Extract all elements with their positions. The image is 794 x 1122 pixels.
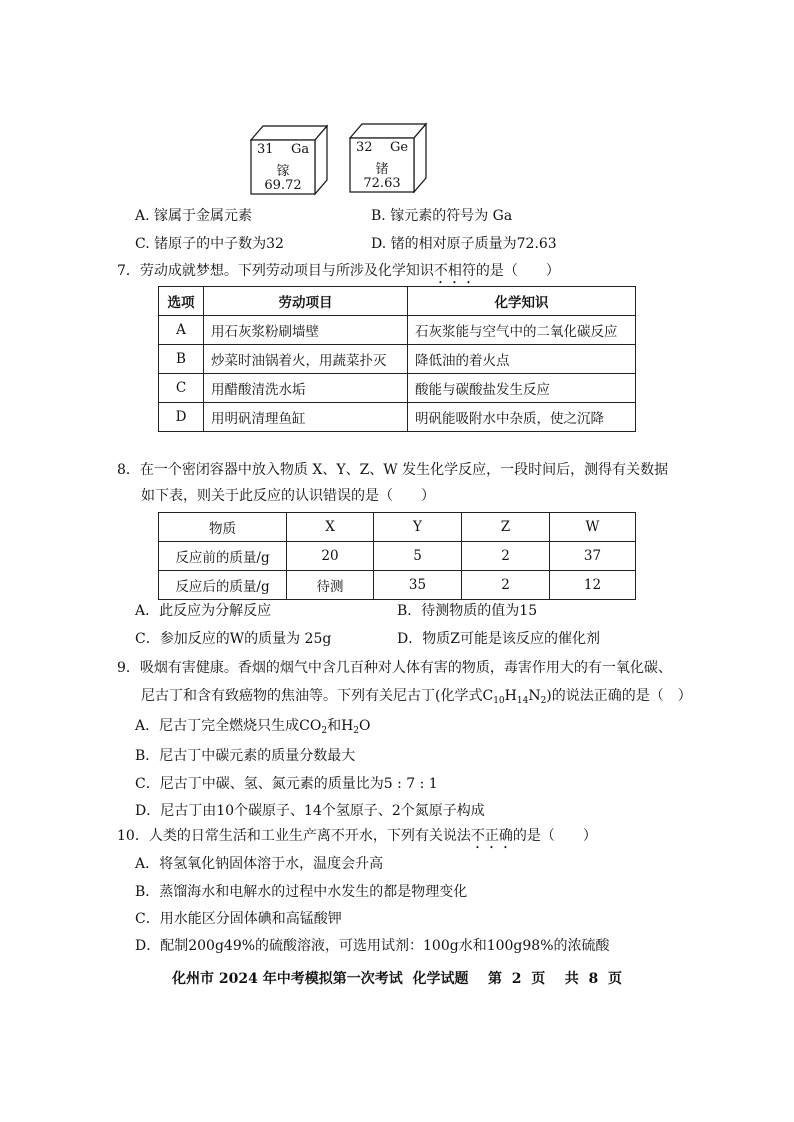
q9-option-a-text: A．尼古丁完全燃烧只生成: [135, 718, 300, 734]
q10-option-c: C．用水能区分固体碘和高锰酸钾: [135, 911, 342, 927]
q7-cell: B: [159, 345, 204, 374]
germanium-mass: 72.63: [363, 176, 401, 191]
q7-cell: 用石灰浆粉刷墙壁: [204, 316, 408, 345]
q7-cell: C: [159, 374, 204, 403]
q8-table: [158, 512, 636, 600]
q7-header-option: 选项: [159, 287, 204, 316]
co2-sub: 2: [321, 726, 328, 736]
table-row: [159, 316, 636, 345]
q8-stem-line1: 8．在一个密闭容器中放入物质 X、Y、Z、W 发生化学反应，一段时间后，测得有关数据: [117, 462, 669, 478]
q7-cell: 用明矾清理鱼缸: [204, 403, 408, 432]
page-footer: 化州市 2024 年中考模拟第一次考试 化学试题 第 2 页 共 8 页: [172, 971, 622, 987]
q7-stem-after: 的是（ ）: [475, 263, 560, 279]
table-row: [159, 403, 636, 432]
q7-cell: 用醋酸清洗水垢: [204, 374, 408, 403]
gallium-atomic-number: 31: [257, 142, 274, 157]
q8-option-b: B．待测物质的值为15: [397, 603, 538, 619]
q10-stem-after: 的是（ ）: [512, 828, 597, 844]
h2o-sub: 2: [353, 726, 360, 736]
q8-option-a: A．此反应为分解反应: [135, 603, 272, 619]
table-row: [159, 571, 636, 600]
q8-cell: 12: [550, 571, 636, 600]
co2-base: CO: [299, 718, 322, 734]
germanium-atomic-number: 32: [356, 140, 373, 155]
q8-header-cell: Y: [374, 513, 462, 542]
q8-table-header: [159, 513, 636, 542]
q7-header-task: 劳动项目: [204, 287, 408, 316]
q7-table: [158, 286, 636, 432]
q10-option-a: A．将氢氧化钠固体溶于水，温度会升高: [135, 856, 384, 872]
q7-cell: D: [159, 403, 204, 432]
formula-n-count: 2: [540, 696, 547, 706]
formula-h-count: 14: [516, 696, 529, 706]
q7-table-header: [159, 287, 636, 316]
q10-stem: [117, 825, 597, 852]
gallium-mass: 69.72: [264, 178, 302, 193]
q9-option-a-and: 和: [327, 718, 342, 734]
q9-option-a: [135, 715, 371, 736]
q10-stem-emphasis: 不正确: [470, 828, 513, 844]
h2o-o: O: [359, 718, 371, 734]
q8-option-d: D．物质Z可能是该反应的催化剂: [397, 631, 600, 647]
q6-option-c: C. 锗原子的中子数为32: [135, 236, 284, 252]
nicotine-formula: [482, 688, 546, 704]
gallium-symbol: Ga: [291, 142, 310, 157]
gallium-name: 镓: [276, 164, 290, 179]
germanium-name: 锗: [375, 162, 389, 177]
q7-cell: 酸能与碳酸盐发生反应: [408, 374, 636, 403]
q6-option-b: B. 镓元素的符号为 Ga: [371, 208, 513, 224]
q8-header-cell: 物质: [159, 513, 287, 542]
q10-option-b: B．蒸馏海水和电解水的过程中水发生的都是物理变化: [135, 884, 468, 900]
q10-stem-before: 10．人类的日常生活和工业生产离不开水，下列有关说法: [117, 828, 471, 844]
q7-cell: A: [159, 316, 204, 345]
q9-option-d: D．尼古丁由10个碳原子、14个氢原子、2个氮原子构成: [135, 803, 485, 819]
q8-header-cell: W: [550, 513, 636, 542]
q9-option-c: C．尼古丁中碳、氢、氮元素的质量比为5 : 7 : 1: [135, 776, 438, 792]
h2o-formula: [341, 718, 370, 734]
q8-cell: 35: [374, 571, 462, 600]
q9-option-b: B．尼古丁中碳元素的质量分数最大: [135, 748, 356, 764]
q8-cell: 反应后的质量/g: [159, 571, 287, 600]
germanium-symbol: Ge: [390, 140, 409, 155]
table-row: [159, 542, 636, 571]
q8-cell: 20: [287, 542, 374, 571]
q8-cell: 37: [550, 542, 636, 571]
table-row: [159, 374, 636, 403]
q10-option-d: D．配制200g49%的硫酸溶液，可选用试剂：100g水和100g98%的浓硫酸: [135, 938, 610, 954]
q8-cell: 2: [462, 542, 550, 571]
q8-cell: 待测: [287, 571, 374, 600]
q7-stem-emphasis: 不相符: [433, 263, 476, 279]
q7-header-knowledge: 化学知识: [408, 287, 636, 316]
q7-cell: 炒菜时油锅着火，用蔬菜扑灭: [204, 345, 408, 374]
germanium-element-card: [350, 116, 428, 190]
q8-cell: 反应前的质量/g: [159, 542, 287, 571]
q9-stem-line1: 9．吸烟有害健康。香烟的烟气中含几百种对人体有害的物质，毒害作用大的有一氧化碳、: [117, 660, 672, 676]
formula-c-count: 10: [493, 696, 505, 706]
q9-stem-before: 尼古丁和含有致癌物的焦油等。下列有关尼古丁(化学式: [141, 688, 483, 704]
q8-option-c: C．参加反应的W的质量为 25g: [135, 631, 332, 647]
q8-cell: 5: [374, 542, 462, 571]
formula-h: H: [504, 688, 517, 704]
q8-stem-line2: 如下表，则关于此反应的认识错误的是（ ）: [141, 488, 435, 504]
q7-stem-before: 7．劳动成就梦想。下列劳动项目与所涉及化学知识: [117, 263, 434, 279]
q7-cell: 石灰浆能与空气中的二氧化碳反应: [408, 316, 636, 345]
formula-c: C: [482, 688, 494, 704]
q8-header-cell: Z: [462, 513, 550, 542]
q7-cell: 明矾能吸附水中杂质，使之沉降: [408, 403, 636, 432]
gallium-element-card: [251, 118, 329, 192]
table-row: [159, 345, 636, 374]
q9-stem-line2: [141, 685, 692, 706]
q8-cell: 2: [462, 571, 550, 600]
q6-option-a: A. 镓属于金属元素: [135, 208, 253, 224]
q6-option-d: D. 锗的相对原子质量为72.63: [371, 236, 557, 252]
co2-formula: [299, 718, 327, 734]
q8-header-cell: X: [287, 513, 374, 542]
h2o-h: H: [341, 718, 354, 734]
q7-stem: [117, 260, 560, 287]
q9-stem-after: )的说法正确的是（ ）: [546, 688, 692, 704]
q7-cell: 降低油的着火点: [408, 345, 636, 374]
formula-n: N: [528, 688, 541, 704]
